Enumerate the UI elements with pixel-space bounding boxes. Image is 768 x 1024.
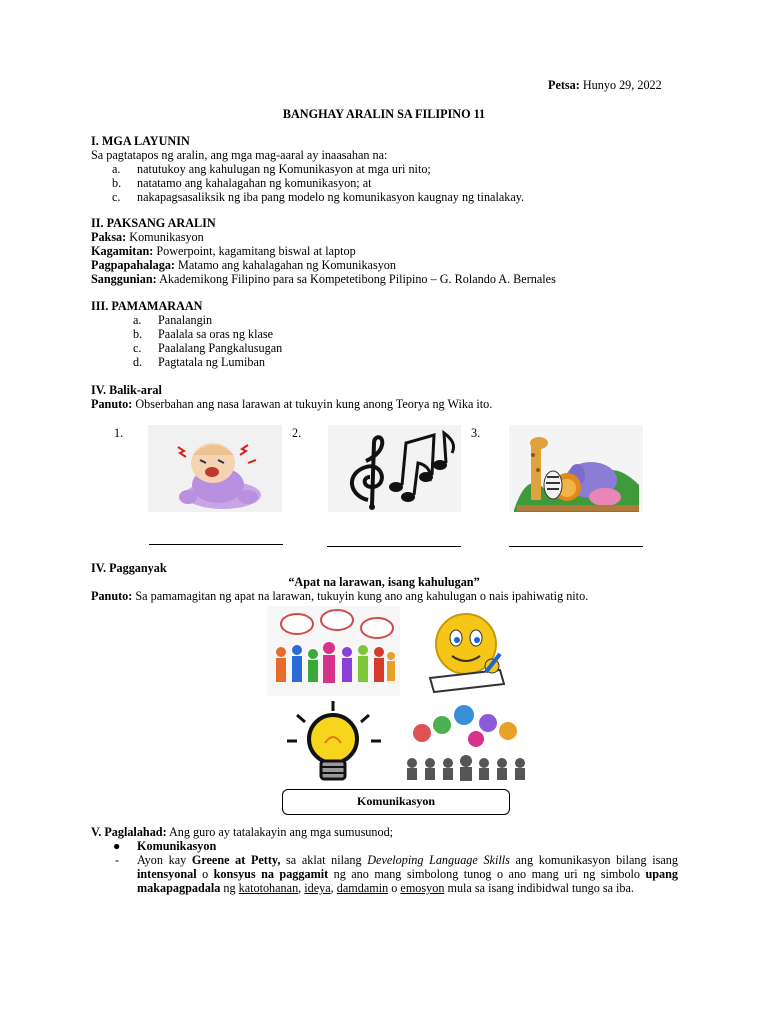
list-item: b. Paalala sa oras ng klase	[133, 327, 274, 341]
light-bulb-image	[267, 697, 400, 787]
item-number-3: 3.	[471, 426, 481, 440]
bullet-marker: ●	[113, 839, 121, 853]
balik-aral-instruction: Panuto: Obserbahan ang nasa larawan at tukuyin kung anong Teorya ng Wika ito.	[91, 397, 493, 411]
paglalahad-line	[91, 825, 393, 839]
pagganyak-instruction: Panuto: Sa pamamagitan ng apat na larawan, tukuyin kung ano ang kahulugan o nais ipahiwatig nito.	[91, 589, 589, 603]
dash-marker: -	[115, 853, 120, 867]
item-number-1: 1.	[114, 426, 124, 440]
list-item: a. natutukoy ang kahulugan ng Komunikasyon at mga uri nito;	[112, 162, 431, 176]
list-item: d. Pagtatala ng Lumiban	[133, 355, 265, 369]
definition-paragraph: Ayon kay Greene at Petty, sa aklat nilang Developing Language Skills ang komunikasyon bilang isang intensyonal o konsyus na paggamit ng ano mang simbolong tunog o ano mang uri ng simbolo upang makapagpadala ng katotohanan, ideya, damdamin o emosyon mula sa isang indibidwal tungo sa iba.	[137, 853, 679, 895]
list-item: c. nakapagsasaliksik ng iba pang modelo ng komunikasyon kaugnay ng tinalakay.	[112, 190, 525, 204]
date-value: Hunyo 29, 2022	[582, 78, 662, 92]
page-title: BANGHAY ARALIN SA FILIPINO 11	[282, 107, 486, 121]
item-number-2: 2.	[292, 426, 302, 440]
pagpapahalaga-row: Pagpapahalaga: Matamo ang kahalagahan ng Komunikasyon	[91, 258, 396, 272]
sanggunian-row: Sanggunian: Akademikong Filipino para sa Kompetetibong Pilipino – G. Rolando A. Bernales	[91, 272, 556, 286]
date-line	[548, 78, 662, 92]
answer-line-2[interactable]	[327, 546, 461, 547]
pamamaraan-list	[133, 313, 283, 369]
section-heading-balik-aral: IV. Balik-aral	[91, 383, 162, 397]
pagganyak-subtitle: “Apat na larawan, isang kahulugan”	[288, 575, 480, 589]
smiley-writing-image	[400, 606, 534, 696]
section-heading-paksang-aralin: II. PAKSANG ARALIN	[91, 216, 216, 230]
topic-komunikasyon: Komunikasyon	[137, 839, 217, 853]
answer-box: Komunikasyon	[282, 789, 510, 815]
paksa-row: Paksa: Komunikasyon	[91, 230, 204, 244]
list-item: a. Panalangin	[133, 313, 213, 327]
list-item: c. Paalalang Pangkalusugan	[133, 341, 283, 355]
section-heading-pagganyak: IV. Pagganyak	[91, 561, 167, 575]
section-heading-paglalahad: V. Paglalahad:	[91, 825, 167, 839]
date-label: Petsa:	[548, 78, 580, 92]
music-notes-image	[328, 425, 461, 512]
crying-baby-image	[148, 425, 282, 512]
section-heading-layunin: I. MGA LAYUNIN	[91, 134, 190, 148]
layunin-list	[112, 162, 525, 204]
paksang-aralin-rows	[91, 230, 556, 286]
zoo-animals-image	[509, 425, 643, 512]
section-heading-pamamaraan: III. PAMAMARAAN	[91, 299, 203, 313]
list-item: b. natatamo ang kahalagahan ng komunikasyon; at	[112, 176, 372, 190]
people-talking-image	[267, 606, 400, 696]
speech-faces-image	[400, 697, 534, 787]
answer-line-1[interactable]	[149, 544, 283, 545]
answer-line-3[interactable]	[509, 546, 643, 547]
kagamitan-row: Kagamitan: Powerpoint, kagamitang biswal at laptop	[91, 244, 356, 258]
paglalahad-intro: Ang guro ay tatalakayin ang mga sumusunod;	[169, 825, 394, 839]
layunin-intro: Sa pagtatapos ng aralin, ang mga mag-aaral ay inaasahan na:	[91, 148, 388, 162]
